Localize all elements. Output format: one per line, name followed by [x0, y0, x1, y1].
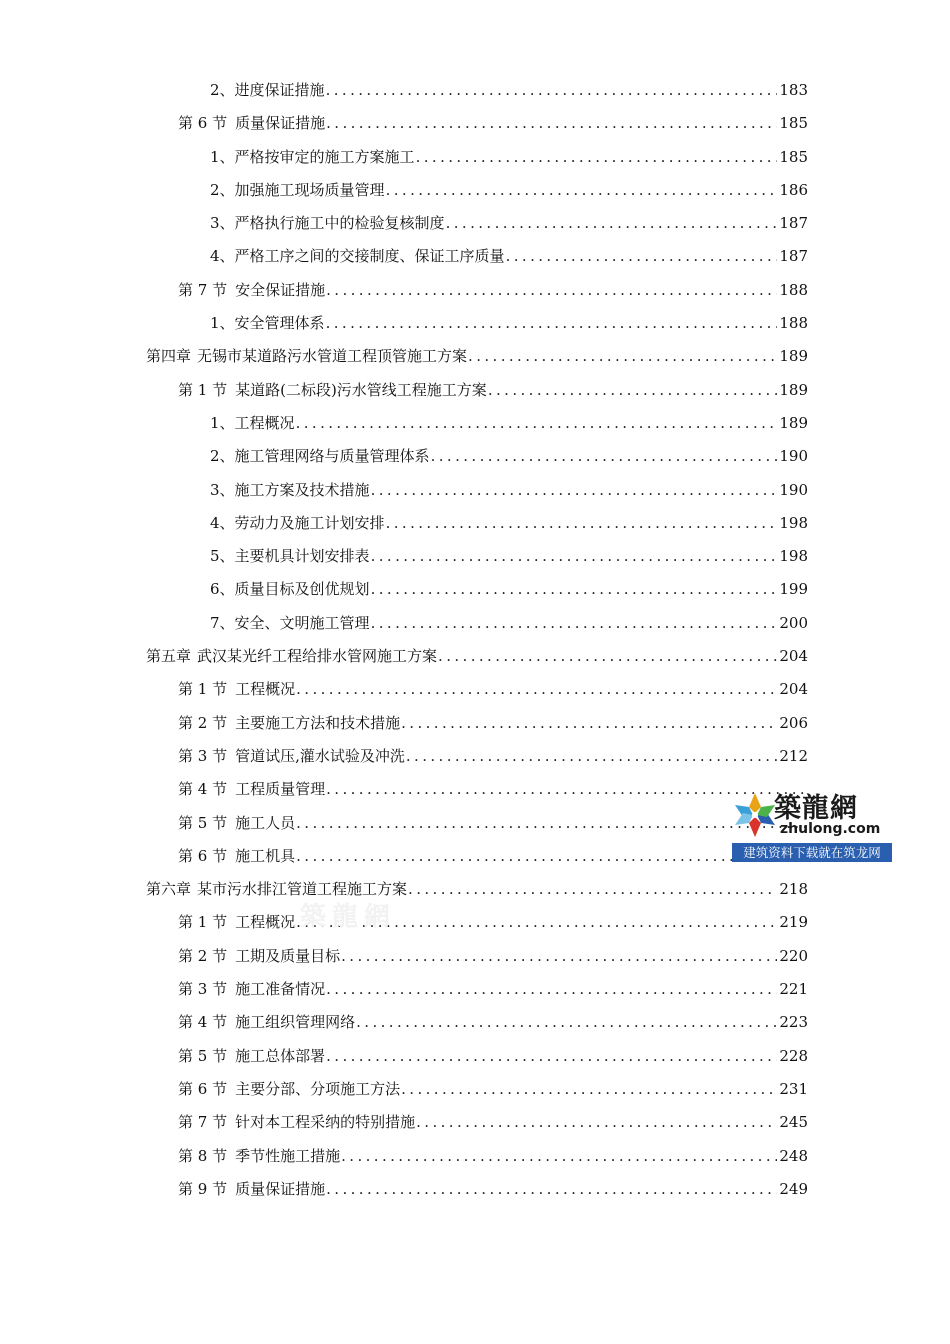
toc-entry-page-number: 190 [779, 447, 808, 466]
toc-entry-number: 第 7 节 [178, 280, 228, 299]
toc-entry[interactable] [0, 1173, 950, 1206]
toc-entry-page-number: 212 [779, 746, 808, 765]
toc-entry-line [210, 174, 808, 207]
toc-dot-leader [326, 307, 778, 340]
toc-entry-title: 质量保证措施 [235, 114, 326, 133]
toc-entry-title: 施工管理网络与质量管理体系 [234, 447, 430, 466]
logo-chinese-name: 築龍網 [774, 793, 858, 824]
toc-entry-title: 安全、文明施工管理 [234, 613, 370, 632]
toc-entry-number: 第 4 节 [178, 780, 228, 799]
toc-entry-number: 2、 [210, 81, 235, 99]
toc-entry-line [178, 906, 808, 939]
toc-entry-line [178, 374, 808, 407]
toc-entry[interactable] [0, 540, 950, 573]
toc-entry-page-number: 186 [779, 180, 808, 199]
toc-entry-page-number: 190 [779, 480, 808, 499]
toc-entry-line [178, 673, 808, 706]
toc-entry-page-number: 228 [779, 1046, 808, 1065]
toc-entry-number: 第 3 节 [178, 746, 228, 765]
toc-entry[interactable] [0, 1106, 950, 1139]
toc-entry-number: 1、 [210, 147, 235, 166]
toc-dot-leader [408, 873, 777, 906]
toc-entry-title: 施工机具 [235, 846, 296, 865]
toc-entry-page-number: 185 [779, 114, 808, 133]
toc-entry[interactable] [0, 174, 950, 207]
toc-entry-number: 第 7 节 [178, 1113, 228, 1132]
toc-entry-title: 某道路(二标段)污水管线工程施工方案 [235, 380, 487, 399]
toc-entry[interactable] [0, 940, 950, 973]
toc-entry-line [146, 340, 808, 373]
toc-entry-title: 工程概况 [234, 413, 295, 432]
toc-entry[interactable] [0, 207, 950, 240]
toc-entry-page-number: 204 [779, 647, 808, 666]
toc-entry[interactable] [0, 607, 950, 640]
toc-dot-leader [326, 973, 777, 1006]
toc-entry-line [178, 1040, 808, 1073]
toc-dot-leader [371, 607, 778, 640]
toc-entry-title: 安全保证措施 [235, 280, 326, 299]
toc-entry[interactable] [0, 274, 950, 307]
toc-entry-line [178, 740, 808, 773]
toc-dot-leader [406, 740, 777, 773]
toc-entry-line [178, 940, 808, 973]
toc-dot-leader [371, 474, 778, 507]
toc-entry-number: 3、 [210, 480, 235, 499]
toc-entry-title: 严格执行施工中的检验复核制度 [234, 214, 445, 233]
toc-entry-title: 加强施工现场质量管理 [234, 180, 385, 199]
toc-entry-line [210, 307, 808, 340]
toc-entry-number: 第 1 节 [178, 913, 228, 932]
toc-entry-page-number: 189 [779, 380, 808, 399]
toc-entry-title: 主要分部、分项施工方法 [235, 1079, 401, 1098]
toc-entry-line [210, 607, 808, 640]
toc-entry[interactable] [0, 407, 950, 440]
toc-entry-title: 进度保证措施 [234, 81, 325, 99]
toc-entry-title: 武汉某光纤工程给排水管网施工方案 [197, 647, 438, 666]
toc-dot-leader [506, 240, 778, 273]
toc-entry-number: 7、 [210, 613, 235, 632]
toc-entry-line [210, 407, 808, 440]
toc-entry[interactable] [0, 573, 950, 606]
toc-entry-title: 主要机具计划安排表 [234, 547, 370, 566]
toc-entry-title: 严格工序之间的交接制度、保证工序质量 [234, 247, 505, 266]
zhulong-logo [732, 784, 892, 862]
toc-dot-leader [341, 1140, 777, 1173]
toc-entry-number: 3、 [210, 214, 235, 233]
toc-entry-number: 第 2 节 [178, 713, 228, 732]
toc-entry-line [146, 640, 808, 673]
toc-entry-title: 工程质量管理 [235, 780, 326, 799]
toc-dot-leader [326, 1173, 777, 1206]
toc-entry-page-number: 198 [779, 547, 808, 566]
toc-entry-page-number: 185 [779, 147, 808, 166]
toc-entry-title: 管道试压,灌水试验及冲洗 [235, 746, 405, 765]
toc-entry-line [178, 1106, 808, 1139]
toc-entry[interactable] [0, 107, 950, 140]
toc-entry-number: 第 9 节 [178, 1179, 228, 1198]
toc-entry-number: 1、 [210, 314, 235, 333]
toc-entry-number: 第四章 [146, 347, 192, 366]
toc-entry-line [210, 507, 808, 540]
toc-entry-title: 施工人员 [235, 813, 296, 832]
toc-entry-number: 第 3 节 [178, 980, 228, 999]
toc-entry-title: 质量保证措施 [235, 1179, 326, 1198]
toc-entry[interactable] [0, 906, 950, 939]
toc-entry-line [210, 240, 808, 273]
toc-entry-number: 5、 [210, 547, 235, 566]
toc-entry-page-number: 187 [779, 247, 808, 266]
toc-entry-page-number: 220 [779, 946, 808, 965]
toc-entry[interactable] [0, 507, 950, 540]
toc-entry[interactable] [0, 340, 950, 373]
toc-entry-number: 1、 [210, 413, 235, 432]
toc-entry-number: 第 5 节 [178, 1046, 228, 1065]
toc-entry-line [210, 540, 808, 573]
toc-dot-leader [341, 940, 777, 973]
toc-entry-number: 2、 [210, 180, 235, 199]
toc-entry-number: 第 1 节 [178, 380, 228, 399]
toc-dot-leader [296, 840, 806, 873]
toc-dot-leader [386, 174, 778, 207]
toc-entry[interactable] [0, 141, 950, 174]
toc-entry-number: 第 1 节 [178, 680, 228, 699]
toc-dot-leader [416, 141, 778, 174]
toc-entry-line [178, 973, 808, 1006]
toc-entry-line [178, 773, 808, 806]
toc-dot-leader [431, 440, 778, 473]
toc-entry[interactable] [0, 707, 950, 740]
toc-entry-title: 季节性施工措施 [235, 1146, 341, 1165]
faint-watermark: 築龍網 [300, 902, 397, 932]
toc-entry-title: 工程概况 [235, 913, 296, 932]
toc-entry-title: 无锡市某道路污水管道工程顶管施工方案 [197, 347, 468, 366]
toc-entry[interactable] [0, 74, 950, 107]
toc-entry-number: 第 5 节 [178, 813, 228, 832]
toc-entry-number: 4、 [210, 247, 235, 266]
toc-dot-leader [296, 673, 777, 706]
toc-dot-leader [326, 1040, 777, 1073]
toc-dot-leader [416, 1106, 777, 1139]
toc-dot-leader [446, 207, 778, 240]
toc-entry-page-number: 231 [779, 1079, 808, 1098]
toc-entry-number: 第 6 节 [178, 846, 228, 865]
toc-entry-page-number: 188 [779, 280, 808, 299]
toc-entry-page-number: 221 [779, 980, 808, 999]
toc-entry[interactable] [0, 973, 950, 1006]
toc-entry-title: 施工方案及技术措施 [234, 480, 370, 499]
toc-dot-leader [326, 107, 777, 140]
toc-entry[interactable] [0, 1140, 950, 1173]
toc-entry[interactable] [0, 1040, 950, 1073]
toc-entry-page-number: 189 [779, 413, 808, 432]
toc-entry-number: 第 6 节 [178, 1079, 228, 1098]
toc-entry[interactable] [0, 307, 950, 340]
toc-entry-number: 4、 [210, 513, 235, 532]
logo-slogan: 建筑资料下载就在筑龙网 [732, 843, 892, 862]
toc-entry[interactable] [0, 873, 950, 906]
toc-entry-number: 第 2 节 [178, 946, 228, 965]
toc-entry-number: 第 6 节 [178, 114, 228, 133]
toc-entry-page-number: 204 [779, 680, 808, 699]
toc-entry-line [178, 840, 808, 873]
toc-entry-title: 施工准备情况 [235, 980, 326, 999]
toc-dot-leader [371, 573, 778, 606]
toc-entry-page-number: 187 [779, 214, 808, 233]
toc-dot-leader [386, 507, 778, 540]
toc-entry-page-number: 245 [779, 1113, 808, 1132]
toc-entry[interactable] [0, 374, 950, 407]
toc-entry-line [210, 141, 808, 174]
toc-entry-title: 工期及质量目标 [235, 946, 341, 965]
toc-entry-number: 第 8 节 [178, 1146, 228, 1165]
toc-entry-title: 针对本工程采纳的特别措施 [235, 1113, 416, 1132]
toc-entry-number: 2、 [210, 447, 235, 466]
toc-dot-leader [468, 340, 777, 373]
toc-entry-page-number: 206 [779, 713, 808, 732]
toc-entry[interactable] [0, 240, 950, 273]
toc-entry-number: 第五章 [146, 647, 192, 666]
toc-entry-line [178, 707, 808, 740]
toc-entry-number: 第六章 [146, 880, 192, 899]
toc-entry[interactable] [0, 1073, 950, 1106]
toc-entry-title: 安全管理体系 [234, 314, 325, 333]
toc-entry-line [210, 474, 808, 507]
toc-dot-leader [326, 74, 778, 107]
toc-entry-title: 主要施工方法和技术措施 [235, 713, 401, 732]
toc-entry-page-number: 183 [779, 81, 808, 99]
toc-entry-line [146, 873, 808, 906]
toc-entry-page-number: 188 [779, 314, 808, 333]
toc-entry-title: 工程概况 [235, 680, 296, 699]
toc-entry-line [178, 1140, 808, 1173]
table-of-contents [0, 74, 950, 1206]
toc-entry-number: 第 4 节 [178, 1013, 228, 1032]
toc-entry-number: 6、 [210, 580, 235, 599]
toc-entry-line [178, 1073, 808, 1106]
toc-entry-line [210, 440, 808, 473]
toc-entry-page-number: 189 [779, 347, 808, 366]
toc-entry-page-number: 198 [779, 513, 808, 532]
toc-entry-title: 施工总体部署 [235, 1046, 326, 1065]
toc-dot-leader [401, 707, 777, 740]
toc-entry-title: 质量目标及创优规划 [234, 580, 370, 599]
toc-entry-page-number: 218 [779, 880, 808, 899]
toc-entry[interactable] [0, 1006, 950, 1039]
toc-dot-leader [326, 274, 777, 307]
toc-dot-leader [438, 640, 777, 673]
toc-entry-title: 劳动力及施工计划安排 [234, 513, 385, 532]
toc-dot-leader [356, 1006, 777, 1039]
snowflake-logo-icon [734, 788, 776, 840]
toc-entry-line [210, 573, 808, 606]
toc-entry-line [210, 74, 808, 107]
toc-entry-line [178, 1006, 808, 1039]
toc-entry-page-number: 248 [779, 1146, 808, 1165]
toc-entry-title: 某市污水排江管道工程施工方案 [197, 880, 408, 899]
toc-entry-page-number: 249 [779, 1179, 808, 1198]
toc-entry[interactable] [0, 740, 950, 773]
toc-entry-line [178, 807, 808, 840]
toc-entry-page-number: 219 [779, 913, 808, 932]
toc-entry-page-number: 199 [779, 580, 808, 599]
toc-dot-leader [401, 1073, 777, 1106]
toc-entry-title: 施工组织管理网络 [235, 1013, 356, 1032]
toc-entry[interactable] [0, 640, 950, 673]
toc-entry-page-number: 223 [779, 1013, 808, 1032]
toc-entry[interactable] [0, 474, 950, 507]
toc-entry-line [178, 1173, 808, 1206]
toc-dot-leader [488, 374, 778, 407]
toc-entry-line [178, 274, 808, 307]
toc-entry[interactable] [0, 440, 950, 473]
toc-entry[interactable] [0, 673, 950, 706]
logo-domain: zhulong.com [780, 821, 881, 837]
toc-dot-leader [296, 807, 806, 840]
toc-entry-page-number: 200 [779, 613, 808, 632]
toc-dot-leader [371, 540, 778, 573]
toc-dot-leader [296, 407, 778, 440]
toc-entry-line [210, 207, 808, 240]
toc-entry-line [178, 107, 808, 140]
toc-entry-title: 严格按审定的施工方案施工 [234, 147, 415, 166]
